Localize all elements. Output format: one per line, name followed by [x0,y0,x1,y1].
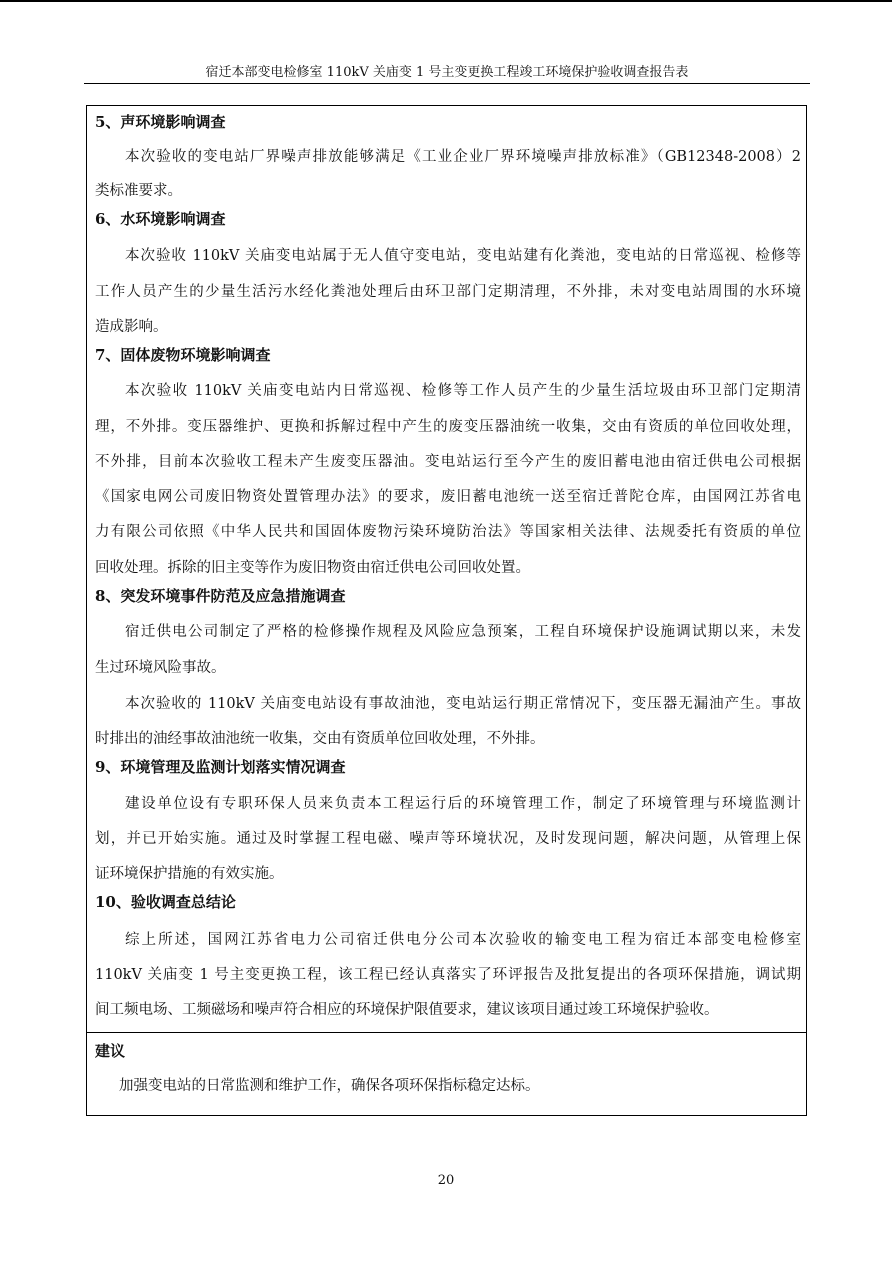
investigation-cell [87,106,806,1032]
section-8-heading: 8、突发环境事件防范及应急措施调查 [95,587,346,605]
paragraph-line: 综上所述，国网江苏省电力公司宿迁供电分公司本次验收的输变电工程为宿迁本部变电检修室 [125,932,801,948]
page-number: 20 [437,1173,455,1188]
paragraph-line: 理，不外排。变压器维护、更换和拆解过程中产生的废变压器油统一收集，交由有资质的单位回收处理， [95,419,801,435]
paragraph-line: 110kV 关庙变 1 号主变更换工程，该工程已经认真落实了环评报告及批复提出的各项环保措施，调试期 [95,967,801,983]
paragraph-line: 类标准要求。 [95,183,182,199]
section-10-heading: 10、验收调查总结论 [95,893,236,911]
paragraph-line: 本次验收 110kV 关庙变电站属于无人值守变电站，变电站建有化粪池，变电站的日常巡视、检修等 [125,248,801,264]
recommendation-heading: 建议 [95,1042,126,1060]
paragraph-line: 回收处理。拆除的旧主变等作为废旧物资由宿迁供电公司回收处置。 [95,560,530,576]
paragraph-line: 宿迁供电公司制定了严格的检修操作规程及风险应急预案，工程自环境保护设施调试期以来，未发 [125,624,801,640]
recommendation-cell [87,1033,806,1115]
paragraph-line: 工作人员产生的少量生活污水经化粪池处理后由环卫部门定期清理，不外排，未对变电站周围的水环境 [95,284,801,300]
page-header-title: 宿迁本部变电检修室 110kV 关庙变 1 号主变更换工程竣工环境保护验收调查报告表 [205,65,689,80]
paragraph-line: 间工频电场、工频磁场和噪声符合相应的环境保护限值要求，建议该项目通过竣工环境保护验收。 [95,1002,719,1018]
paragraph-line: 证环境保护措施的有效实施。 [95,866,284,882]
paragraph-line: 造成影响。 [95,319,168,335]
paragraph-line: 不外排，目前本次验收工程未产生废变压器油。变电站运行至今产生的废旧蓄电池由宿迁供电公司根据 [95,454,801,470]
header-rule [84,83,810,84]
section-5-heading: 5、声环境影响调查 [95,113,226,131]
paragraph-line: 本次验收的变电站厂界噪声排放能够满足《工业企业厂界环境噪声排放标准》（GB12348-2008）2 [125,149,801,165]
recommendation-text: 加强变电站的日常监测和维护工作，确保各项环保指标稳定达标。 [119,1078,540,1094]
paragraph-line: 力有限公司依照《中华人民共和国固体废物污染环境防治法》等国家相关法律、法规委托有资质的单位 [95,524,801,540]
top-border-line [0,0,892,2]
report-table [86,105,807,1116]
paragraph-line: 《国家电网公司废旧物资处置管理办法》的要求，废旧蓄电池统一送至宿迁普陀仓库，由国网江苏省电 [95,489,801,505]
paragraph-line: 划，并已开始实施。通过及时掌握工程电磁、噪声等环境状况，及时发现问题，解决问题，从管理上保 [95,831,801,847]
section-6-heading: 6、水环境影响调查 [95,210,226,228]
paragraph-line: 建设单位设有专职环保人员来负责本工程运行后的环境管理工作，制定了环境管理与环境监测计 [125,796,801,812]
section-7-heading: 7、固体废物环境影响调查 [95,346,271,364]
paragraph-line: 本次验收 110kV 关庙变电站内日常巡视、检修等工作人员产生的少量生活垃圾由环卫部门定期清 [125,383,801,399]
paragraph-line: 生过环境风险事故。 [95,660,226,676]
paragraph-line: 本次验收的 110kV 关庙变电站设有事故油池，变电站运行期正常情况下，变压器无漏油产生。事故 [125,696,801,712]
section-9-heading: 9、环境管理及监测计划落实情况调查 [95,758,346,776]
paragraph-line: 时排出的油经事故油池统一收集，交由有资质单位回收处理，不外排。 [95,731,545,747]
